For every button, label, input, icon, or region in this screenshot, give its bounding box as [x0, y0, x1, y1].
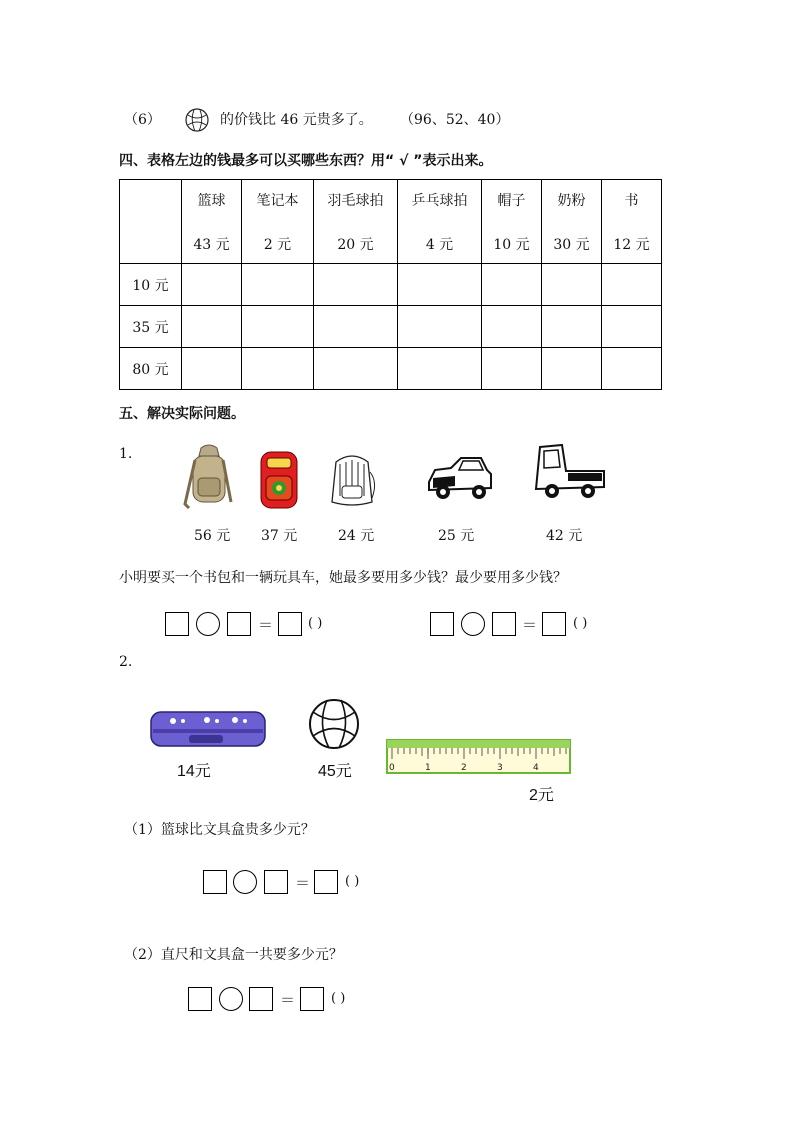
pencil-case-icon [149, 709, 267, 749]
price-label: 56 元 [194, 528, 231, 544]
problem2-q2: （2）直尺和文具盒一共要多少元？ [124, 947, 343, 963]
answer-box[interactable] [165, 612, 189, 636]
answer-box[interactable] [314, 870, 338, 894]
answer-cell[interactable] [602, 348, 662, 390]
backpack-icon [256, 446, 302, 512]
unit-blank[interactable]: ( ) [345, 874, 360, 889]
answer-cell[interactable] [182, 264, 242, 306]
price-label: 25 元 [438, 528, 475, 544]
ruler-tick-label: 4 [533, 763, 539, 773]
answer-cell[interactable] [542, 306, 602, 348]
backpack-icon [183, 444, 235, 514]
answer-cell[interactable] [182, 306, 242, 348]
toy-car-icon [425, 452, 495, 504]
q6-options: （96、52、40） [400, 112, 510, 128]
price-label: 42 元 [546, 528, 583, 544]
answer-cell[interactable] [482, 306, 542, 348]
item-header: 帽子 10 元 [482, 180, 542, 264]
answer-box[interactable] [430, 612, 454, 636]
equals-sign: ＝ [280, 991, 296, 1009]
operator-circle[interactable] [461, 612, 485, 636]
answer-cell[interactable] [542, 348, 602, 390]
answer-box[interactable] [278, 612, 302, 636]
problem2-q1: （1）篮球比文具盒贵多少元？ [124, 822, 315, 838]
basketball-icon [307, 697, 361, 751]
equals-sign: ＝ [522, 616, 538, 634]
answer-cell[interactable] [482, 264, 542, 306]
item-header: 笔记本 2 元 [242, 180, 314, 264]
operator-circle[interactable] [219, 987, 243, 1011]
answer-box[interactable] [542, 612, 566, 636]
answer-box[interactable] [203, 870, 227, 894]
price-label: 2元 [529, 787, 554, 804]
answer-cell[interactable] [182, 348, 242, 390]
answer-box[interactable] [227, 612, 251, 636]
answer-cell[interactable] [398, 348, 482, 390]
problem1-number: 1. [119, 446, 133, 462]
item-header: 书 12 元 [602, 180, 662, 264]
answer-box[interactable] [264, 870, 288, 894]
money-row-label: 10 元 [120, 264, 182, 306]
answer-box[interactable] [300, 987, 324, 1011]
item-header: 乒乓球拍 4 元 [398, 180, 482, 264]
ruler-tick-label: 2 [461, 763, 467, 773]
ruler-tick-label: 0 [389, 763, 395, 773]
q6-text: 的价钱比 46 元贵多了。 [220, 112, 373, 128]
problem1-question: 小明要买一个书包和一辆玩具车，她最多要用多少钱？最少要用多少钱？ [119, 570, 567, 586]
operator-circle[interactable] [196, 612, 220, 636]
answer-box[interactable] [249, 987, 273, 1011]
q6-number: （6） [124, 112, 161, 128]
ruler-tick-label: 3 [497, 763, 503, 773]
operator-circle[interactable] [233, 870, 257, 894]
answer-cell[interactable] [314, 348, 398, 390]
price-label: 14元 [177, 763, 211, 780]
answer-box[interactable] [188, 987, 212, 1011]
money-row-label: 80 元 [120, 348, 182, 390]
equals-sign: ＝ [295, 874, 311, 892]
answer-cell[interactable] [602, 306, 662, 348]
answer-cell[interactable] [482, 348, 542, 390]
answer-cell[interactable] [602, 264, 662, 306]
answer-cell[interactable] [398, 306, 482, 348]
equals-sign: ＝ [258, 616, 274, 634]
price-label: 37 元 [261, 528, 298, 544]
item-header: 羽毛球拍 20 元 [314, 180, 398, 264]
unit-blank[interactable]: ( ) [331, 991, 346, 1006]
unit-blank[interactable]: ( ) [308, 616, 323, 631]
price-table [119, 179, 662, 390]
problem2-number: 2. [119, 654, 133, 670]
backpack-icon [326, 452, 378, 510]
item-header: 篮球 43 元 [182, 180, 242, 264]
ruler-tick-label: 1 [425, 763, 431, 773]
answer-box[interactable] [492, 612, 516, 636]
item-header: 奶粉 30 元 [542, 180, 602, 264]
price-label: 45元 [318, 763, 352, 780]
answer-cell[interactable] [542, 264, 602, 306]
section5-title: 五、解决实际问题。 [119, 406, 245, 422]
money-row-label: 35 元 [120, 306, 182, 348]
answer-cell[interactable] [398, 264, 482, 306]
answer-cell[interactable] [242, 306, 314, 348]
unit-blank[interactable]: ( ) [573, 616, 588, 631]
ruler-icon [386, 739, 572, 775]
price-label: 24 元 [338, 528, 375, 544]
basketball-icon [184, 108, 210, 132]
answer-cell[interactable] [314, 306, 398, 348]
table-corner [120, 180, 182, 264]
answer-cell[interactable] [242, 348, 314, 390]
toy-truck-icon [532, 441, 608, 501]
section4-title: 四、表格左边的钱最多可以买哪些东西？用“ √ ”表示出来。 [119, 153, 493, 169]
answer-cell[interactable] [314, 264, 398, 306]
answer-cell[interactable] [242, 264, 314, 306]
